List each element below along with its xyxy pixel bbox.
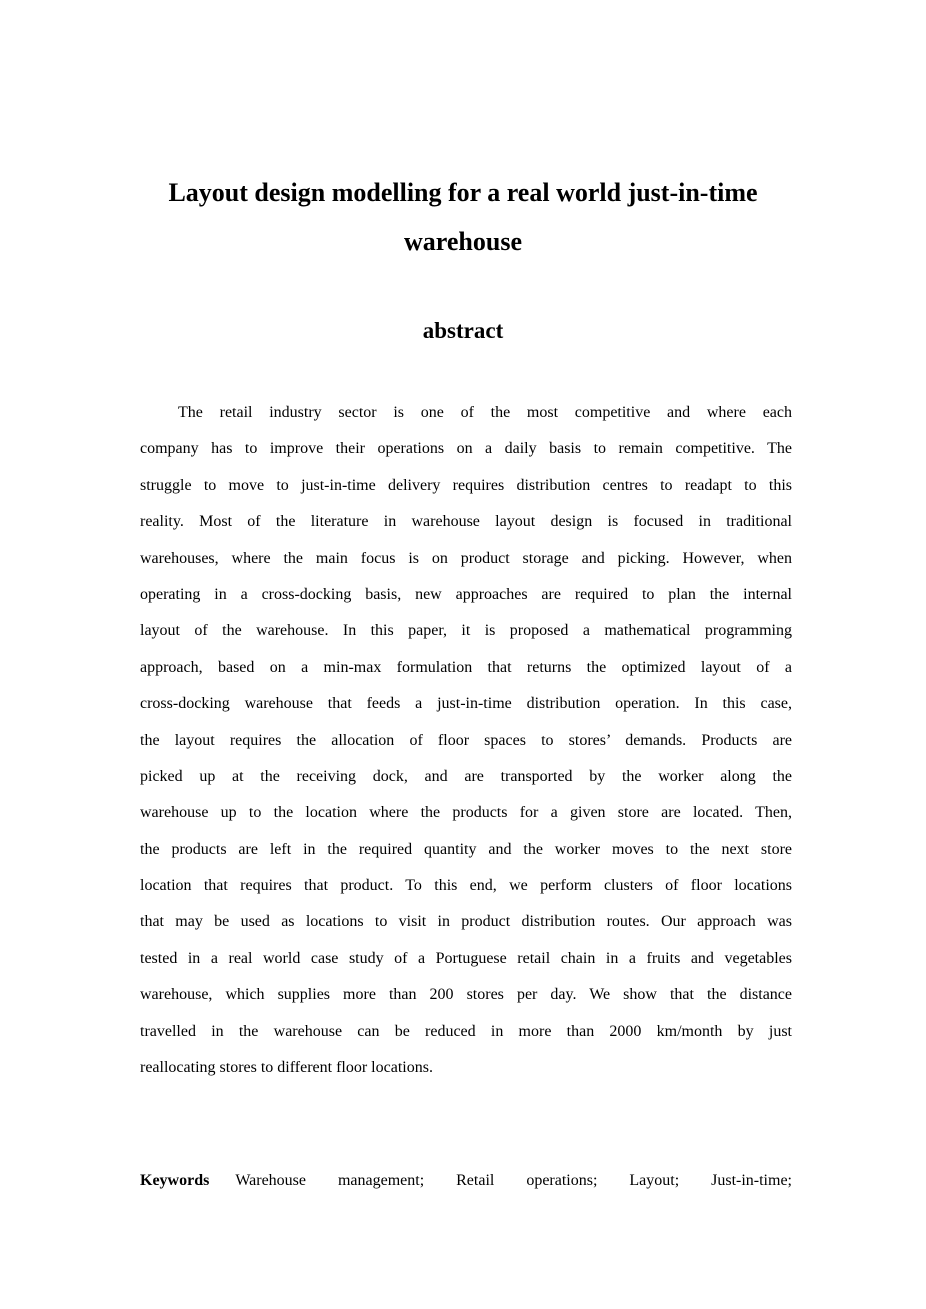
abstract-line: struggle to move to just-in-time delivery requires distribution centres to readapt to this — [140, 476, 792, 494]
keywords-label: Keywords — [140, 1172, 210, 1189]
abstract-line: cross-docking warehouse that feeds a just-in-time distribution operation. In this case, — [140, 695, 792, 713]
abstract-line: the layout requires the allocation of floor spaces to stores’ demands. Products are — [140, 731, 792, 749]
abstract-heading: abstract — [422, 318, 504, 343]
abstract-line: reallocating stores to different floor locations. — [140, 1059, 433, 1077]
keywords-row — [140, 1163, 792, 1199]
abstract-line: approach, based on a min-max formulation that returns the optimized layout of a — [140, 658, 792, 676]
abstract-line: reality. Most of the literature in warehouse layout design is focused in traditional — [140, 513, 792, 531]
paper-title-line-1: Layout design modelling for a real world just-in-time — [168, 178, 758, 207]
abstract-line: company has to improve their operations on a daily basis to remain competitive. The — [140, 440, 792, 458]
abstract-line: warehouse up to the location where the products for a given store are located. Then, — [140, 804, 792, 822]
keywords-text: Warehouse management; Retail operations; Layout; Just-in-time; — [235, 1172, 792, 1189]
abstract-line: picked up at the receiving dock, and are transported by the worker along the — [140, 767, 792, 785]
paper-title — [0, 168, 926, 266]
abstract-paragraph — [140, 395, 792, 1086]
abstract-line: that may be used as locations to visit in product distribution routes. Our approach was — [140, 913, 792, 931]
abstract-line: travelled in the warehouse can be reduced in more than 2000 km/month by just — [140, 1022, 792, 1040]
abstract-line: layout of the warehouse. In this paper, it is proposed a mathematical programming — [140, 622, 792, 640]
abstract-line: warehouses, where the main focus is on product storage and picking. However, when — [140, 549, 792, 567]
abstract-line: the products are left in the required quantity and the worker moves to the next store — [140, 840, 792, 858]
abstract-line: warehouse, which supplies more than 200 stores per day. We show that the distance — [140, 986, 792, 1004]
paper-title-line-2: warehouse — [404, 227, 522, 256]
abstract-line: location that requires that product. To this end, we perform clusters of floor locations — [140, 877, 792, 895]
abstract-line: tested in a real world case study of a Portuguese retail chain in a fruits and vegetables — [140, 949, 792, 967]
abstract-line: The retail industry sector is one of the most competitive and where each — [178, 404, 792, 421]
abstract-line: operating in a cross-docking basis, new approaches are required to plan the internal — [140, 585, 792, 603]
